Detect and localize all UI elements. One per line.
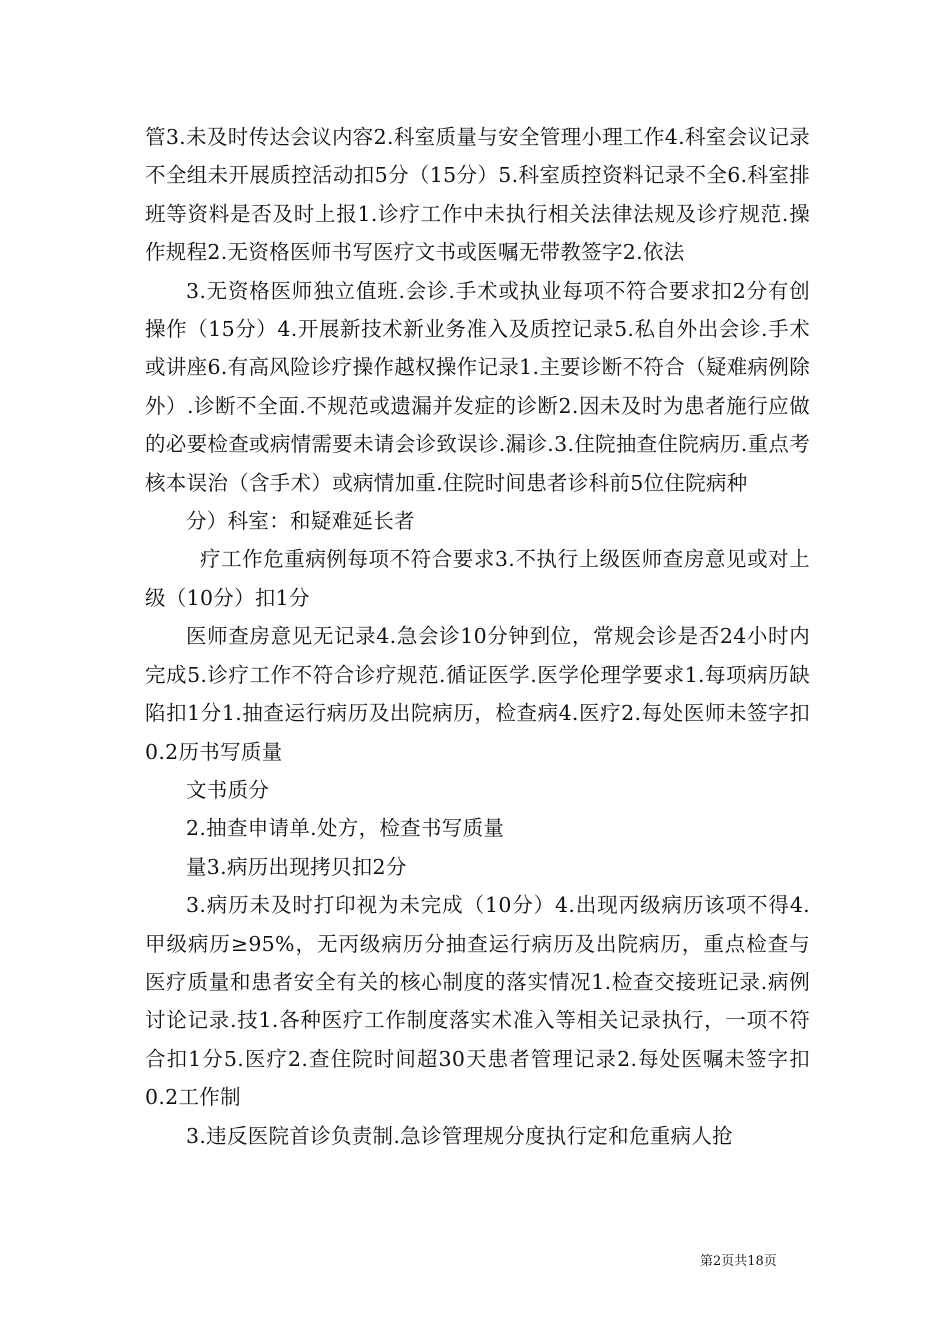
paragraph-3: 分）科室：和疑难延长者 xyxy=(186,509,415,534)
paragraph-8: 量3.病历出现拷贝扣2分 xyxy=(186,854,407,879)
document-body xyxy=(145,118,810,1155)
paragraph-10: 3.违反医院首诊负责制.急诊管理规分度执行定和危重病人抢 xyxy=(186,1123,733,1148)
paragraph-6: 文书质分 xyxy=(186,777,270,802)
paragraph-7: 2.抽查申请单.处方，检查书写质量 xyxy=(186,816,505,841)
paragraph-4: 疗工作危重病例每项不符合要求3.不执行上级医师查房意见或对上级（10分）扣1分 xyxy=(145,547,810,610)
paragraph-2: 3.无资格医师独立值班.会诊.手术或执业每项不符合要求扣2分有创操作（15分）4.开展新技术新业务准入及质控记录5.私自外出会诊.手术或讲座6.有高风险诊疗操作越权操作记录1.主要诊断不符合（疑难病例除外）.诊断不全面.不规范或遗漏并发症的诊断2.因未及时为患者施行应做的必要检查或病情需要未请会诊致误诊.漏诊.3.住院抽查住院病历.重点考核本误治（含手术）或病情加重.住院时间患者诊科前5位住院病种 xyxy=(145,278,810,495)
paragraph-9: 3.病历未及时打印视为未完成（10分）4.出现丙级病历该项不得4.甲级病历≥95%，无丙级病历分抽查运行病历及出院病历，重点检查与医疗质量和患者安全有关的核心制度的落实情况1.检查交接班记录.病例讨论记录.技1.各种医疗工作制度落实术准入等相关记录执行，一项不符合扣1分5.医疗2.查住院时间超30天患者管理记录2.每处医嘱未签字扣0.2工作制 xyxy=(145,893,810,1110)
page-number: 第2页共18页 xyxy=(700,1254,777,1269)
paragraph-1: 管3.未及时传达会议内容2.科室质量与安全管理小理工作4.科室会议记录不全组未开展质控活动扣5分（15分）5.科室质控资料记录不全6.科室排班等资料是否及时上报1.诊疗工作中未执行相关法律法规及诊疗规范.操作规程2.无资格医师书写医疗文书或医嘱无带教签字2.依法 xyxy=(145,125,810,265)
paragraph-5: 医师查房意见无记录4.急会诊10分钟到位，常规会诊是否24小时内完成5.诊疗工作不符合诊疗规范.循证医学.医学伦理学要求1.每项病历缺陷扣1分1.抽查运行病历及出院病历，检查病4.医疗2.每处医师未签字扣0.2历书写质量 xyxy=(145,624,810,764)
